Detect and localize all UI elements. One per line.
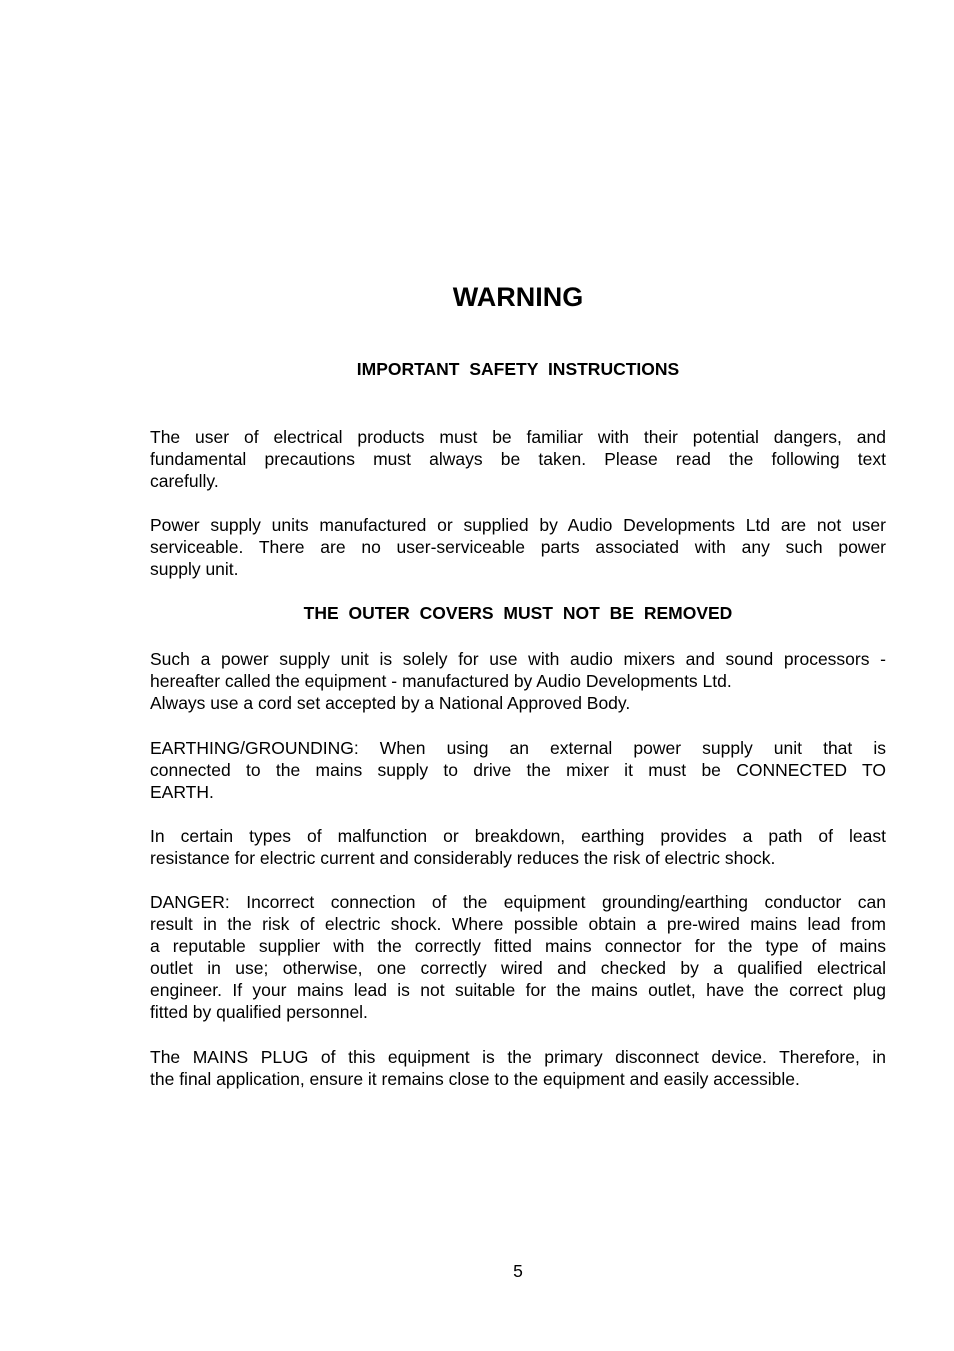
paragraph-intro <box>150 426 886 492</box>
paragraph-not-serviceable <box>150 514 886 580</box>
paragraph-line: Such a power supply unit is solely for use with audio mixers and sound processors - <box>150 649 886 669</box>
paragraph-mains-plug <box>150 1046 886 1090</box>
paragraph-earthing <box>150 737 886 803</box>
paragraph-line: EARTHING/GROUNDING: When using an external power supply unit that is <box>150 738 886 758</box>
section-heading-covers: THE OUTER COVERS MUST NOT BE REMOVED <box>303 603 733 623</box>
paragraph-danger <box>150 891 886 1023</box>
paragraph-line: a reputable supplier with the correctly fitted mains connector for the type of mains <box>150 936 886 956</box>
paragraph-line: fundamental precautions must always be taken. Please read the following text <box>150 449 886 469</box>
paragraph-line: carefully. <box>150 471 219 491</box>
paragraph-line: EARTH. <box>150 782 214 802</box>
paragraph-line: Always use a cord set accepted by a National Approved Body. <box>150 693 631 713</box>
paragraph-line: The MAINS PLUG of this equipment is the primary disconnect device. Therefore, in <box>150 1047 886 1067</box>
paragraph-malfunction <box>150 825 886 869</box>
paragraph-line: fitted by qualified personnel. <box>150 1002 368 1022</box>
page-title: WARNING <box>452 282 584 312</box>
page-number: 5 <box>513 1261 523 1281</box>
paragraph-line: Power supply units manufactured or supplied by Audio Developments Ltd are not user <box>150 515 886 535</box>
page-subtitle: IMPORTANT SAFETY INSTRUCTIONS <box>356 359 680 379</box>
paragraph-line: serviceable. There are no user-serviceable parts associated with any such power <box>150 537 886 557</box>
paragraph-line: result in the risk of electric shock. Where possible obtain a pre-wired mains lead from <box>150 914 886 934</box>
paragraph-line: the final application, ensure it remains close to the equipment and easily accessible. <box>150 1069 800 1089</box>
paragraph-line: In certain types of malfunction or breakdown, earthing provides a path of least <box>150 826 886 846</box>
paragraph-line: engineer. If your mains lead is not suitable for the mains outlet, have the correct plug <box>150 980 886 1000</box>
document-page <box>150 0 886 1351</box>
paragraph-line: outlet in use; otherwise, one correctly wired and checked by a qualified electrical <box>150 958 886 978</box>
paragraph-line: DANGER: Incorrect connection of the equipment grounding/earthing conductor can <box>150 892 886 912</box>
paragraph-line: resistance for electric current and considerably reduces the risk of electric shock. <box>150 848 776 868</box>
paragraph-line: supply unit. <box>150 559 239 579</box>
paragraph-line: The user of electrical products must be familiar with their potential dangers, and <box>150 427 886 447</box>
paragraph-line: hereafter called the equipment - manufactured by Audio Developments Ltd. <box>150 671 732 691</box>
paragraph-usage <box>150 648 886 714</box>
paragraph-line: connected to the mains supply to drive the mixer it must be CONNECTED TO <box>150 760 886 780</box>
